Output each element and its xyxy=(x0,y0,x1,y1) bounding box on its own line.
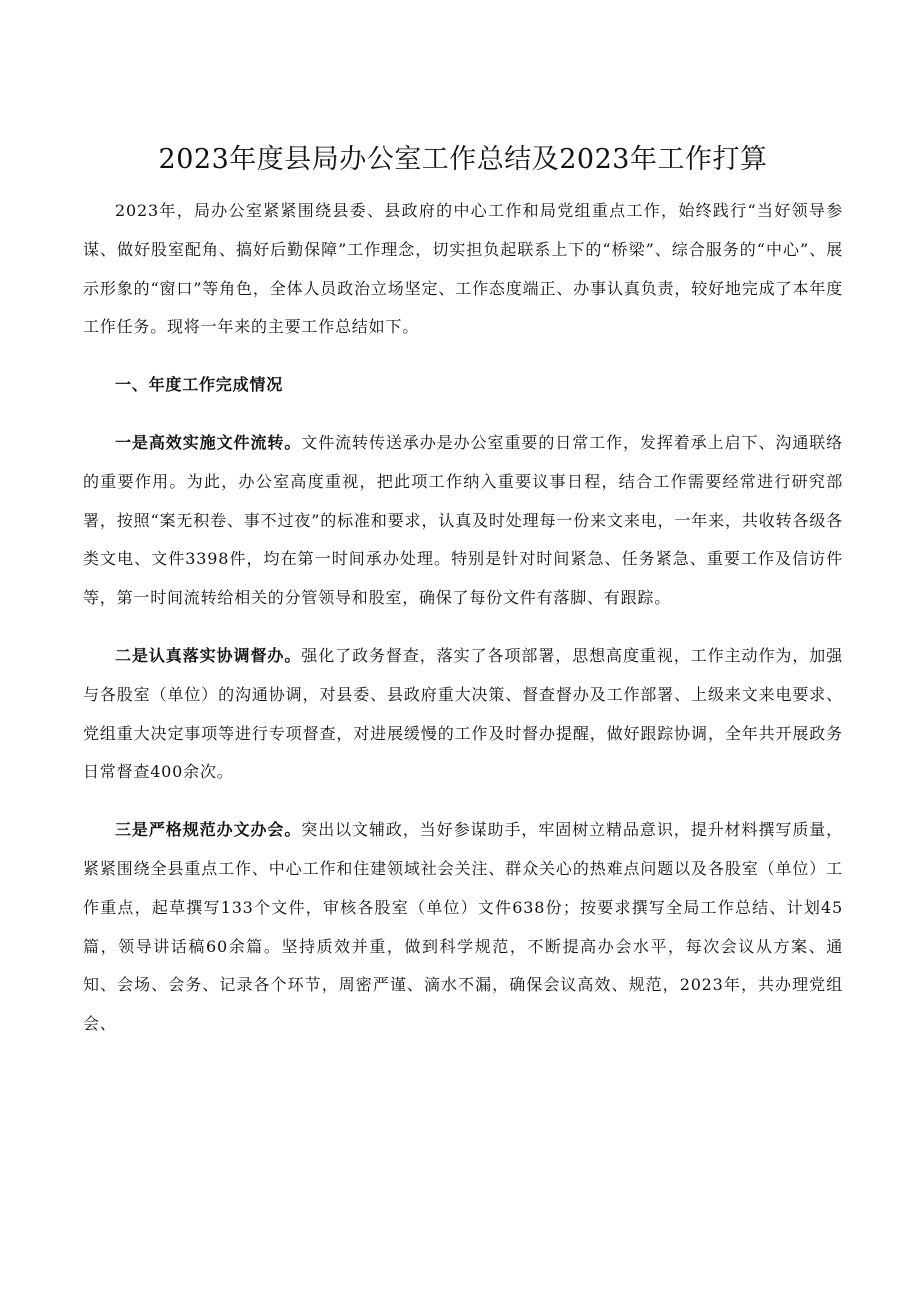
item-paragraph-1 xyxy=(83,424,843,618)
item-paragraph-3 xyxy=(83,811,843,1044)
section-heading: 一、年度工作完成情况 xyxy=(115,375,284,395)
item-text-1: 文件流转传送承办是办公室重要的日常工作，发挥着承上启下、沟通联络的重要作用。为此，办公室高度重视，把此项工作纳入重要议事日程，结合工作需要经常进行研究部署，按照“案无积卷、事不过夜”的标准和要求，认真及时处理每一份来文来电，一年来，共收转各级各类文电、文件3398件，均在第一时间承办处理。特别是针对时间紧急、任务紧急、重要工作及信访件等，第一时间流转给相关的分管领导和股室，确保了每份文件有落脚、有跟踪。 xyxy=(83,432,843,608)
item-lead-1: 一是高效实施文件流转。 xyxy=(115,432,302,452)
document-page xyxy=(83,140,843,1063)
item-text-3: 突出以文辅政，当好参谋助手，牢固树立精品意识，提升材料撰写质量，紧紧围绕全县重点工作、中心工作和住建领域社会关注、群众关心的热难点问题以及各股室（单位）工作重点，起草撰写133个文件，审核各股室（单位）文件638份；按要求撰写全局工作总结、计划45篇，领导讲话稿60余篇。坚持质效并重，做到科学规范，不断提高办会水平，每次会议从方案、通知、会场、会务、记录各个环节，周密严谨、滴水不漏，确保会议高效、规范，2023年，共办理党组会、 xyxy=(83,820,843,1034)
item-paragraph-2 xyxy=(83,637,843,792)
intro-paragraph: 2023年，局办公室紧紧围绕县委、县政府的中心工作和局党组重点工作，始终践行“当好领导参谋、做好股室配角、搞好后勤保障”工作理念，切实担负起联系上下的“桥梁”、综合服务的“中心”、展示形象的“窗口”等角色，全体人员政治立场坚定、工作态度端正、办事认真负责，较好地完成了本年度工作任务。现将一年来的主要工作总结如下。 xyxy=(83,201,843,337)
item-text-2: 强化了政务督查，落实了各项部署，思想高度重视，工作主动作为，加强与各股室（单位）的沟通协调，对县委、县政府重大决策、督查督办及工作部署、上级来文来电要求、党组重大决定事项等进行专项督查，对进展缓慢的工作及时督办提醒，做好跟踪协调，全年共开展政务日常督查400余次。 xyxy=(83,645,843,782)
item-lead-3: 三是严格规范办文办会。 xyxy=(115,820,302,840)
item-lead-2: 二是认真落实协调督办。 xyxy=(115,645,302,665)
document-title: 2023年度县局办公室工作总结及2023年工作打算 xyxy=(158,144,768,175)
